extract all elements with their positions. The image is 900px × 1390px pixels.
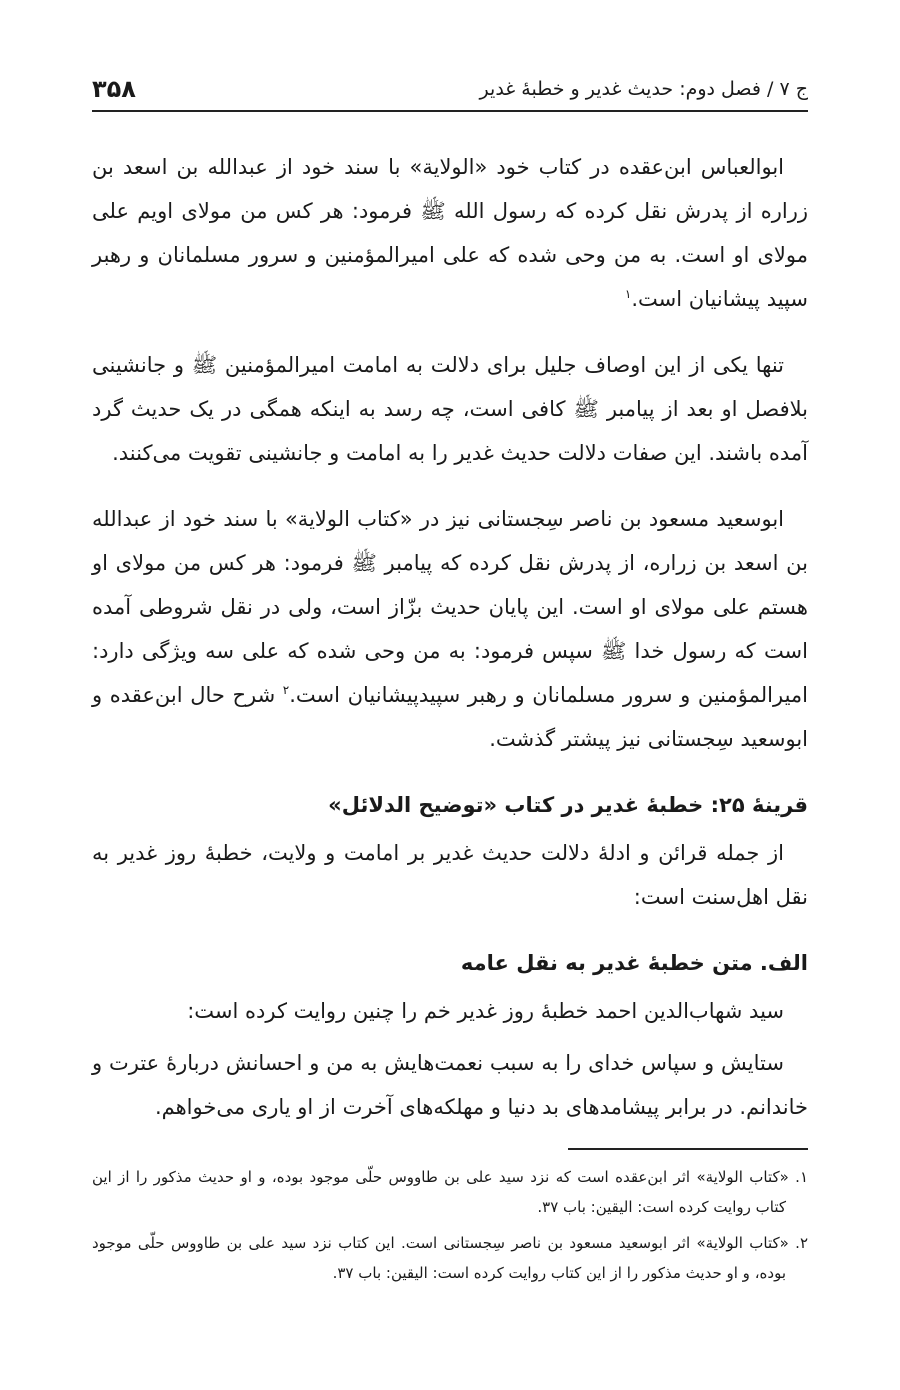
paragraph-2: تنها یکی از این اوصاف جلیل برای دلالت به امامت امیرالمؤمنین ﷺ و جانشینی بلافصل او بعد از پیامبر ﷺ کافی است، چه رسد به اینکه همگی در یک حدیث گرد آمده باشند. این صفات دلالت حدیث غدیر را به امامت و جانشینی تقویت می‌کنند.: [92, 353, 808, 465]
footnote-separator: [568, 1148, 808, 1150]
footnotes: [92, 1162, 808, 1294]
paragraph-1: ابوالعباس ابن‌عقده در کتاب خود «الولایة» با سند خود از عبدالله بن اسعد بن زراره از پدرش نقل کرده که رسول الله ﷺ فرمود: هر کس من مولای اویم علی مولای او است. به من وحی شده که علی امیرالمؤمنین و سرور مسلمانان و رهبر سپید پیشانیان است.$^۱$: [92, 155, 808, 311]
footnote-1: ۱. «کتاب الولایة» اثر ابن‌عقده است که نزد سید علی بن طاووس حلّی موجود بوده، و او حدیث مذکور را از این کتاب روایت کرده است: الیقین: باب ۳۷.: [92, 1168, 808, 1216]
paragraph-4: از جمله قرائن و ادلهٔ دلالت حدیث غدیر بر امامت و ولایت، خطبهٔ روز غدیر به نقل اهل‌سنت است:: [92, 841, 808, 909]
footnote-ref-1: ۱: [624, 287, 632, 301]
paragraph-6: ستایش و سپاس خدای را به سبب نعمت‌هایش به من و احسانش دربارهٔ عترت و خاندانم. در برابر پیشامدهای بد دنیا و مهلکه‌های آخرت از او یاری می‌خواهم.: [92, 1051, 808, 1119]
main-text: [92, 145, 808, 1151]
page-header: [92, 68, 808, 112]
section-heading-25: قرینهٔ ۲۵: خطبهٔ غدیر در کتاب «توضیح الدلائل»: [328, 793, 808, 817]
running-title: ج ۷ / فصل دوم: حدیث غدیر و خطبهٔ غدیر: [479, 78, 808, 100]
page-number: ۳۵۸: [92, 75, 136, 103]
paragraph-3: ابوسعید مسعود بن ناصر سِجستانی نیز در «کتاب الولایة» با سند خود از عبدالله بن اسعد بن زراره، از پدرش نقل کرده که پیامبر ﷺ فرمود: هر کس من مولای او هستم علی مولای او است. این پایان حدیث بزّاز است، ولی در نقل شروطی آمده است که رسول خدا ﷺ سپس فرمود: به من وحی شده که علی سه ویژگی دارد: امیرالمؤمنین و سرور مسلمانان و رهبر سپیدپیشانیان است.$^۲$ شرح حال ابن‌عقده و ابوسعید سِجستانی نیز پیشتر گذشت.: [92, 507, 808, 751]
paragraph-5: سید شهاب‌الدین احمد خطبهٔ روز غدیر خم را چنین روایت کرده است:: [187, 999, 784, 1023]
footnote-ref-2: ۲: [282, 683, 290, 697]
footnote-2: ۲. «کتاب الولایة» اثر ابوسعید مسعود بن ناصر سِجستانی است. این کتاب نزد سید علی بن طاووس حلّی موجود بوده، و او حدیث مذکور را از این کتاب روایت کرده است: الیقین: باب ۳۷.: [92, 1234, 808, 1282]
subsection-heading-alef: الف. متن خطبهٔ غدیر به نقل عامه: [460, 951, 808, 975]
